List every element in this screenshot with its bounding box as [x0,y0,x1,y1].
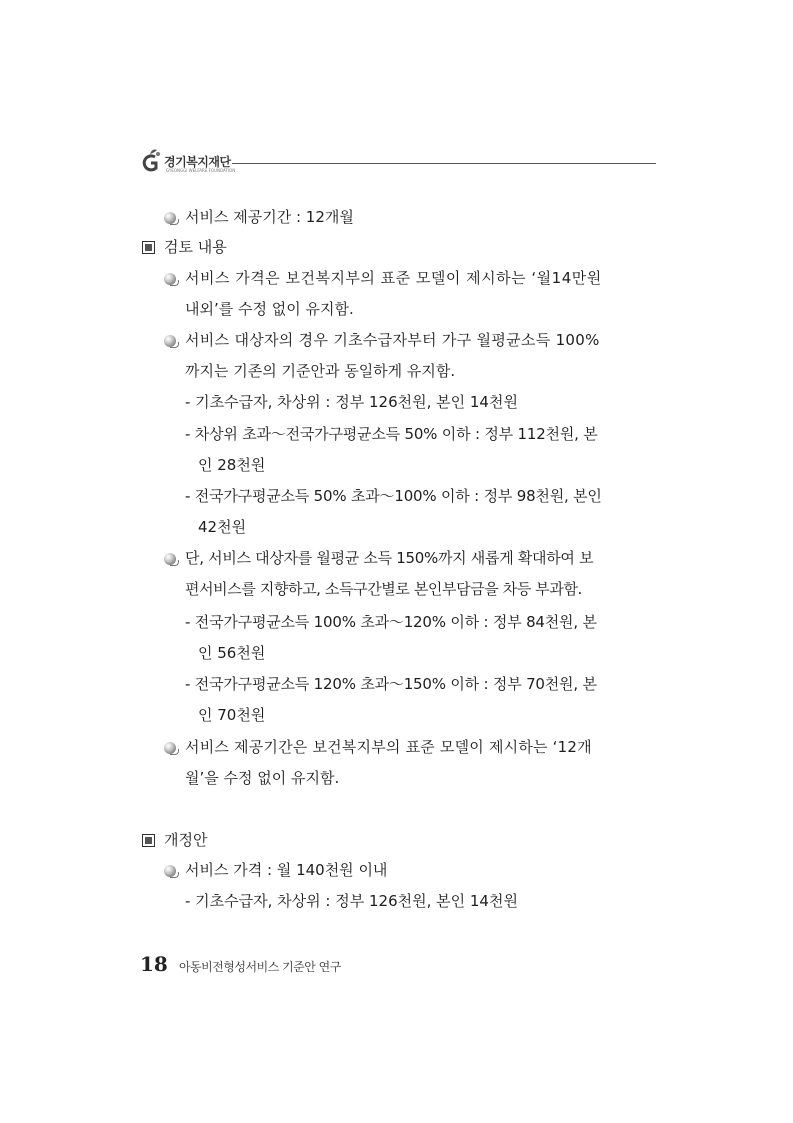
square-bullet-icon [142,241,155,254]
dash-item: - 전국가구평균소득 50% 초과～100% 이하 : 정부 98천원, 본인 [185,487,602,505]
bullet-continuation: 까지는 기존의 기준안과 동일하게 유지함. [185,362,456,380]
dash-continuation: 인 70천원 [198,706,266,724]
document-title: 아동비전형성서비스 기준안 연구 [178,960,341,974]
circle-bullet-icon [164,553,176,565]
bullet-item: 서비스 제공기간 : 12개월 [185,208,354,226]
dash-item: - 전국가구평균소득 100% 초과～120% 이하 : 정부 84천원, 본 [185,613,597,631]
section-heading: 검토 내용 [164,238,227,256]
page-header [140,148,656,178]
dash-continuation: 인 56천원 [198,644,266,662]
header-divider [232,163,656,164]
org-subtitle: GYEONGGI WELFARE FOUNDATION [166,168,236,173]
bullet-continuation: 내외’를 수정 없이 유지함. [185,300,354,318]
org-name: 경기복지재단 [164,155,231,169]
dash-item: - 기초수급자, 차상위 : 정부 126천원, 본인 14천원 [185,892,518,910]
section-heading: 개정안 [164,831,208,849]
bullet-item: 단, 서비스 대상자를 월평균 소득 150%까지 새롭게 확대하여 보 [185,549,594,567]
dash-continuation: 인 28천원 [198,456,266,474]
bullet-item: 서비스 가격은 보건복지부의 표준 모델이 제시하는 ‘월14만원 [185,269,602,287]
dash-item: - 전국가구평균소득 120% 초과～150% 이하 : 정부 70천원, 본 [185,675,597,693]
foundation-logo-icon [140,148,162,176]
circle-bullet-icon [164,212,176,224]
bullet-continuation: 편서비스를 지향하고, 소득구간별로 본인부담금을 차등 부과함. [185,580,582,598]
page-number: 18 [140,952,168,976]
page-footer [140,952,341,976]
bullet-continuation: 월’을 수정 없이 유지함. [185,769,340,787]
circle-bullet-icon [164,865,176,877]
dash-continuation: 42천원 [198,518,247,536]
dash-item: - 차상위 초과～전국가구평균소득 50% 이하 : 정부 112천원, 본 [185,425,598,443]
bullet-item: 서비스 대상자의 경우 기초수급자부터 가구 월평균소득 100% [185,331,600,349]
dash-item: - 기초수급자, 차상위 : 정부 126천원, 본인 14천원 [185,393,518,411]
bullet-item: 서비스 제공기간은 보건복지부의 표준 모델이 제시하는 ‘12개 [185,738,592,756]
circle-bullet-icon [164,742,176,754]
square-bullet-icon [142,834,155,847]
circle-bullet-icon [164,273,176,285]
bullet-item: 서비스 가격 : 월 140천원 이내 [185,861,388,879]
circle-bullet-icon [164,335,176,347]
